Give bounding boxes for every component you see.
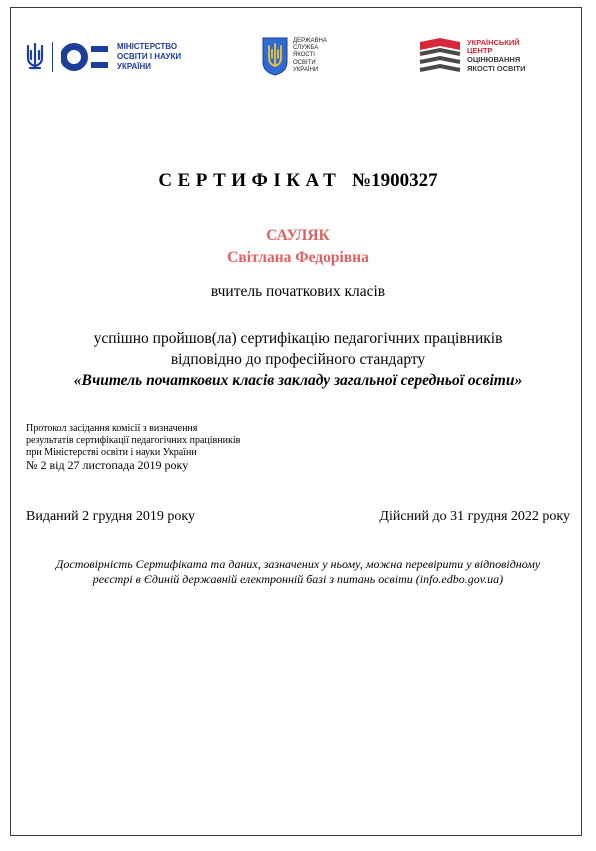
holder-position: вчитель початкових класів — [210, 283, 386, 300]
center-line-4: ЯКОСТІ ОСВІТИ — [467, 63, 526, 73]
note-line-1: Достовірність Сертифіката та даних, зазначених у ньому, можна перевірити у відповідному — [55, 557, 541, 571]
service-name — [293, 38, 327, 74]
center-logo — [418, 36, 526, 76]
certificate-title — [0, 170, 596, 192]
valid-until-date: Дійсний до 31 грудня 2022 року — [379, 509, 570, 524]
center-name — [467, 39, 526, 73]
service-logo — [261, 36, 327, 76]
protocol-line-3: при Міністерстві освіти і науки України — [26, 446, 197, 458]
certificate-word: СЕРТИФІКАТ — [158, 170, 342, 191]
statement-line-2: відповідно до професійного стандарту — [170, 351, 426, 368]
service-line-3: ЯКОСТІ — [293, 52, 315, 59]
ministry-line-1: МІНІСТЕРСТВО — [117, 42, 178, 51]
service-line-1: ДЕРЖАВНА — [293, 37, 327, 44]
verification-note — [0, 557, 596, 587]
statement-line-1: успішно пройшов(ла) сертифікацію педагогічних працівників — [93, 330, 503, 347]
holder-surname: САУЛЯК — [266, 227, 330, 244]
certificate-border — [10, 7, 582, 836]
logos-header — [0, 36, 596, 86]
center-line-3: ОЦІНЮВАННЯ — [467, 55, 521, 64]
coat-of-arms-icon — [261, 36, 289, 76]
note-line-2: реєстрі в Єдиній державній електронній базі з питань освіти (info.edbo.gov.ua) — [92, 572, 504, 586]
service-line-5: УКРАЇНИ — [293, 66, 319, 73]
ministry-name — [117, 42, 181, 72]
protocol-number: № 2 від 27 листопада 2019 року — [26, 458, 189, 473]
ministry-line-2: ОСВІТИ І НАУКИ — [117, 52, 182, 61]
trident-icon — [24, 42, 46, 72]
certificate-number: №1900327 — [352, 170, 438, 191]
issued-date: Виданий 2 грудня 2019 року — [26, 509, 195, 524]
service-line-4: ОСВІТИ — [293, 59, 316, 66]
center-line-1: УКРАЇНСЬКИЙ — [467, 37, 520, 47]
center-line-2: ЦЕНТР — [467, 46, 493, 56]
protocol-line-2: результатів сертифікації педагогічних працівників — [26, 434, 241, 446]
ministry-mark-icon — [61, 42, 111, 72]
logo-divider — [52, 42, 53, 72]
ministry-line-3: УКРАЇНИ — [117, 62, 152, 71]
service-line-2: СЛУЖБА — [293, 45, 319, 52]
holder-given-names: Світлана Федорівна — [227, 249, 369, 266]
standard-name: «Вчитель початкових класів закладу загальної середньої освіти» — [73, 372, 523, 389]
ministry-logo — [24, 42, 181, 72]
protocol-block — [26, 423, 240, 472]
protocol-line-1: Протокол засідання комісії з визначення — [26, 423, 198, 434]
center-mark-icon — [418, 36, 462, 76]
